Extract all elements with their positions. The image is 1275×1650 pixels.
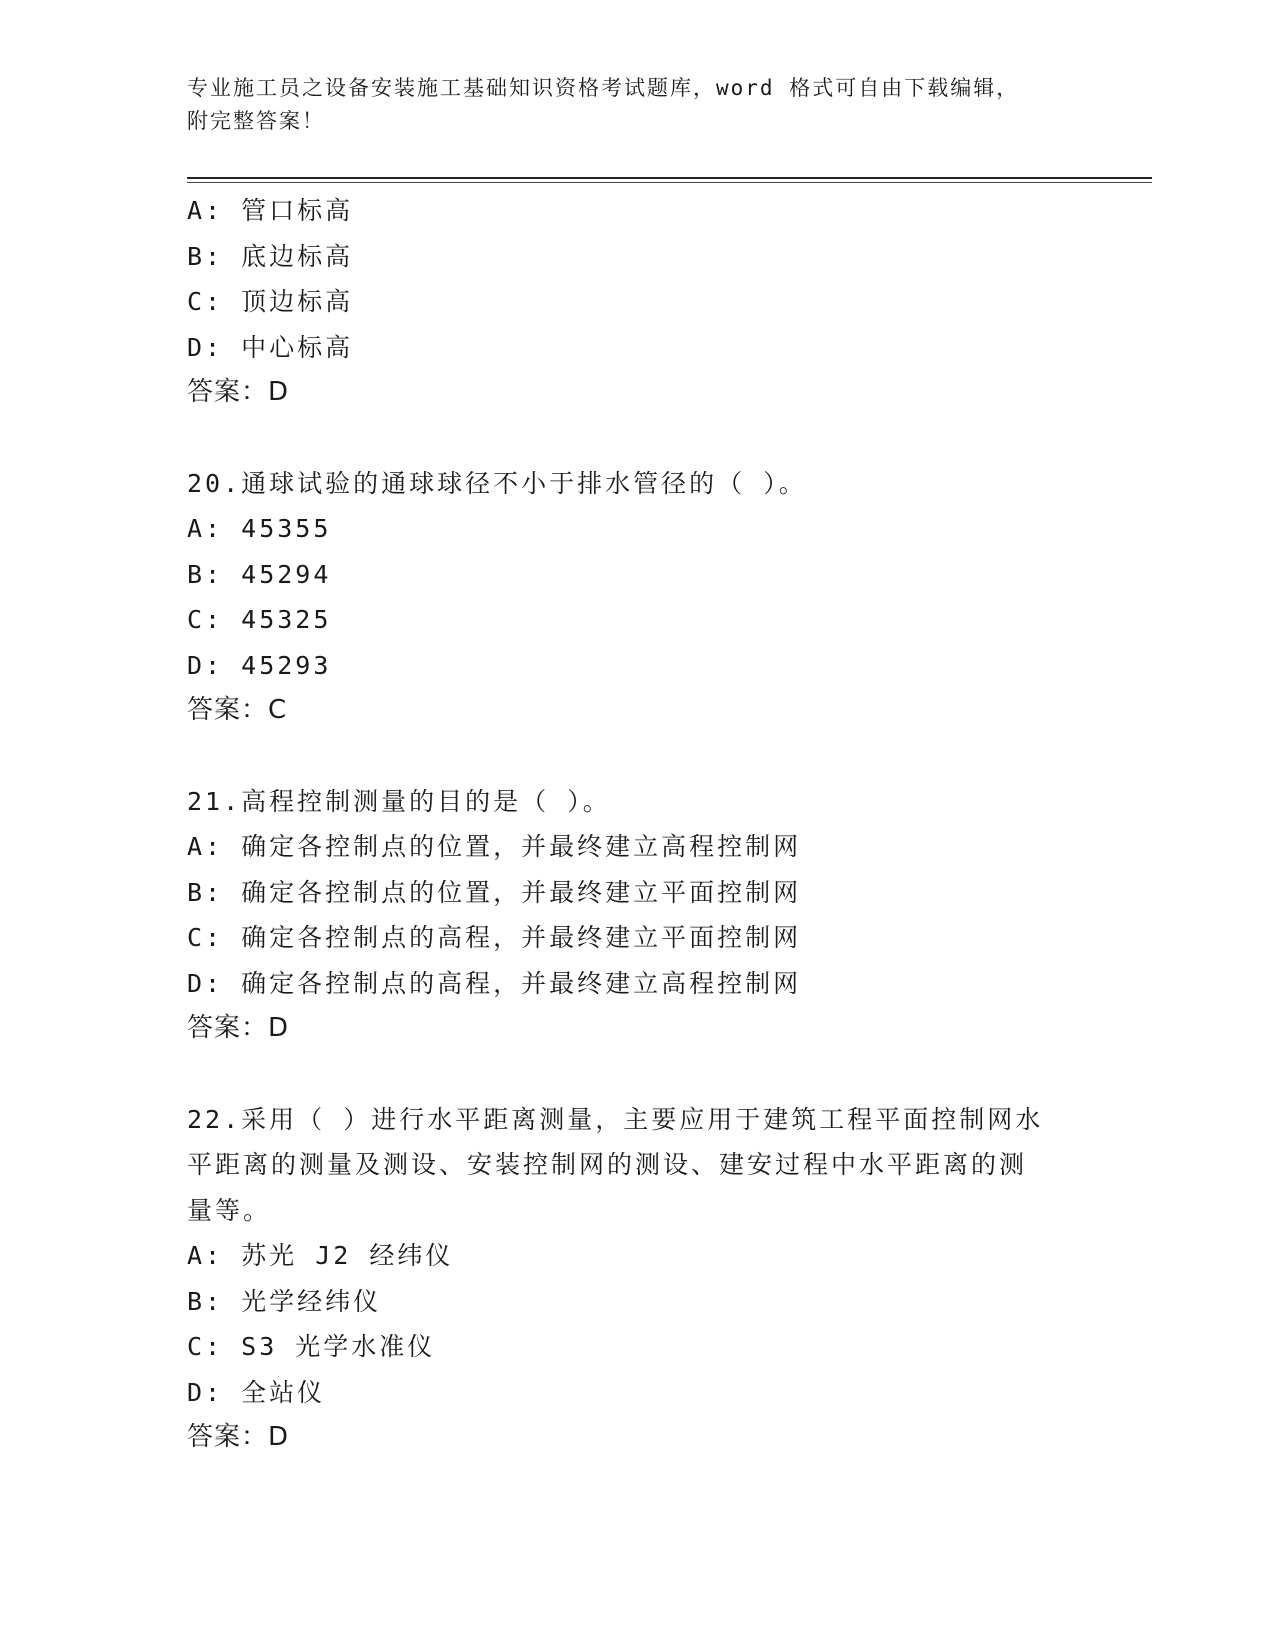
- option-b: B: 底边标高: [187, 241, 354, 271]
- option-c: C: S3 光学水准仪: [187, 1332, 436, 1361]
- option-a: A: 45355: [187, 514, 332, 543]
- answer-line: 答案：D: [187, 1422, 290, 1452]
- option-c: C: 顶边标高: [187, 287, 354, 316]
- question-text-line-3: 量等。: [187, 1195, 272, 1225]
- question-text-line-1: 22.采用（ ）进行水平距离测量，主要应用于建筑工程平面控制网水: [187, 1104, 1044, 1134]
- header-divider-thick: [187, 177, 1152, 179]
- question-text: 21.高程控制测量的目的是（ ）。: [187, 786, 611, 816]
- option-c: C: 确定各控制点的高程，并最终建立平面控制网: [187, 923, 802, 952]
- question-text: 20.通球试验的通球球径不小于排水管径的（ ）。: [187, 468, 807, 498]
- option-a: A: 苏光 J2 经纬仪: [187, 1241, 454, 1270]
- block-spacer: [187, 1052, 1067, 1097]
- option-a: A: 管口标高: [187, 196, 354, 225]
- question-block-20: [187, 461, 1067, 734]
- header-line-1: 专业施工员之设备安装施工基础知识资格考试题库，word 格式可自由下载编辑，: [187, 76, 1020, 100]
- question-list: [187, 188, 1067, 1461]
- option-b: B: 45294: [187, 559, 332, 589]
- question-text-line-2: 平距离的测量及测设、安装控制网的测设、建安过程中水平距离的测: [187, 1150, 1028, 1179]
- block-spacer: [187, 416, 1067, 461]
- option-a: A: 确定各控制点的位置，并最终建立高程控制网: [187, 832, 802, 861]
- answer-line: 答案：D: [187, 377, 290, 407]
- option-d: D: 中心标高: [187, 332, 354, 362]
- option-d: D: 45293: [187, 650, 332, 680]
- question-block-22: [187, 1097, 1067, 1461]
- document-header: [187, 72, 1067, 138]
- option-b: B: 光学经纬仪: [187, 1286, 382, 1316]
- option-d: D: 全站仪: [187, 1377, 326, 1407]
- block-spacer: [187, 734, 1067, 779]
- header-divider-thin: [187, 182, 1152, 183]
- option-b: B: 确定各控制点的位置，并最终建立平面控制网: [187, 877, 802, 907]
- question-block-19: [187, 188, 1067, 416]
- option-d: D: 确定各控制点的高程，并最终建立高程控制网: [187, 968, 802, 998]
- option-c: C: 45325: [187, 605, 332, 634]
- header-line-2: 附完整答案！: [187, 109, 325, 133]
- question-block-21: [187, 779, 1067, 1052]
- answer-line: 答案：C: [187, 695, 288, 725]
- answer-line: 答案：D: [187, 1013, 290, 1043]
